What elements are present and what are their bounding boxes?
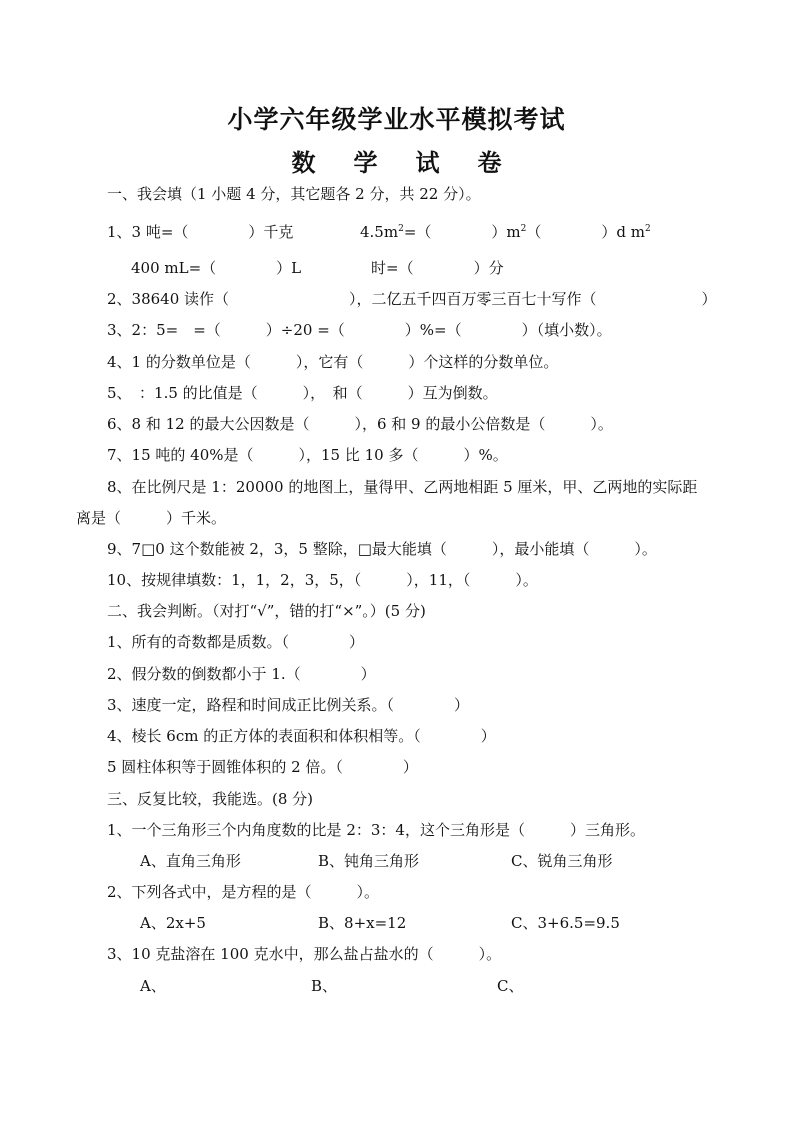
option-a: A、 <box>140 977 166 995</box>
section-2-heading: 二、我会判断。（对打“√”，错的打“×”。）(5 分) <box>107 602 426 620</box>
option-b: B、 <box>311 977 338 995</box>
choice-2-options <box>107 913 667 935</box>
q1-area-exponent: 2 <box>398 224 404 234</box>
choice-2: 2、下列各式中，是方程的是（ ）。 <box>107 883 380 901</box>
option-b: B、钝角三角形 <box>318 852 420 870</box>
question-7: 7、15 吨的 40%是（ ），15 比 10 多（ ）%。 <box>107 446 508 464</box>
judge-3: 3、速度一定，路程和时间成正比例关系。（ ） <box>107 696 470 714</box>
q1-ton-to-kg: 1、3 吨=（ ）千克 <box>107 223 294 241</box>
question-2: 2、38640 读作（ ），二亿五千四百万零三百七十写作（ ） <box>107 290 717 308</box>
q1-area-m2: =（ ）m <box>403 223 521 241</box>
question-1-row-1 <box>107 222 667 244</box>
choice-3: 3、10 克盐溶在 100 克水中，那么盐占盐水的（ ）。 <box>107 945 502 963</box>
subtitle-char: 学 <box>353 148 378 177</box>
q1-area-value <box>360 222 651 242</box>
section-1-heading: 一、我会填（1 小题 4 分，其它题各 2 分，共 22 分）。 <box>107 185 481 203</box>
question-5: 5、 ：1.5 的比值是（ ）， 和（ ）互为倒数。 <box>107 384 498 402</box>
judge-4: 4、棱长 6cm 的正方体的表面积和体积相等。（ ） <box>107 727 496 745</box>
question-8-line-2: 离是（ ）千米。 <box>76 509 227 527</box>
subtitle-char: 试 <box>415 148 440 177</box>
paper-subtitle <box>0 143 793 178</box>
q1-ml-to-l: 400 mL=（ ）L <box>131 259 302 277</box>
question-10: 10、按规律填数：1，1，2，3，5，（ ），11，（ ）。 <box>107 571 538 589</box>
q1-area-dm2: （ ）d m <box>526 223 645 241</box>
question-8-line-1: 8、在比例尺是 1：20000 的地图上，量得甲、乙两地相距 5 厘米，甲、乙两地的实际距 <box>107 478 698 496</box>
question-9: 9、7□0 这个数能被 2，3，5 整除，□最大能填（ ），最小能填（ ）。 <box>107 540 657 558</box>
q1-area-number: 4.5m <box>360 223 399 241</box>
choice-1-options <box>107 851 667 873</box>
choice-1: 1、一个三角形三个内角度数的比是 2：3：4，这个三角形是（ ）三角形。 <box>107 821 645 839</box>
option-b: B、8+x=12 <box>318 914 407 932</box>
exam-title: 小学六年级学业水平模拟考试 <box>227 105 566 134</box>
option-c: C、 <box>497 977 524 995</box>
option-a: A、直角三角形 <box>140 852 241 870</box>
question-4: 4、1 的分数单位是（ ），它有（ ）个这样的分数单位。 <box>107 353 559 371</box>
option-c: C、3+6.5=9.5 <box>511 914 620 932</box>
judge-5: 5 圆柱体积等于圆锥体积的 2 倍。（ ） <box>107 758 418 776</box>
judge-1: 1、所有的奇数都是质数。（ ） <box>107 633 365 651</box>
q1-dm2-exponent: 2 <box>644 224 651 234</box>
subtitle-char: 数 <box>291 148 316 177</box>
judge-2: 2、假分数的倒数都小于 1.（ ） <box>107 665 376 683</box>
choice-3-options <box>107 976 667 998</box>
question-3: 3、2：5= =（ ）÷20 =（ ）%=（ ）（填小数）。 <box>107 321 612 339</box>
option-a: A、2x+5 <box>140 914 206 932</box>
question-6: 6、8 和 12 的最大公因数是（ ），6 和 9 的最小公倍数是（ ）。 <box>107 415 613 433</box>
q1-hour-to-min: 时=（ ）分 <box>371 259 504 277</box>
question-1-row-2 <box>107 258 607 280</box>
subtitle-char: 卷 <box>477 148 502 177</box>
option-c: C、锐角三角形 <box>511 852 613 870</box>
section-3-heading: 三、反复比较，我能选。(8 分) <box>107 790 314 808</box>
q1-m2-exponent: 2 <box>520 224 527 234</box>
